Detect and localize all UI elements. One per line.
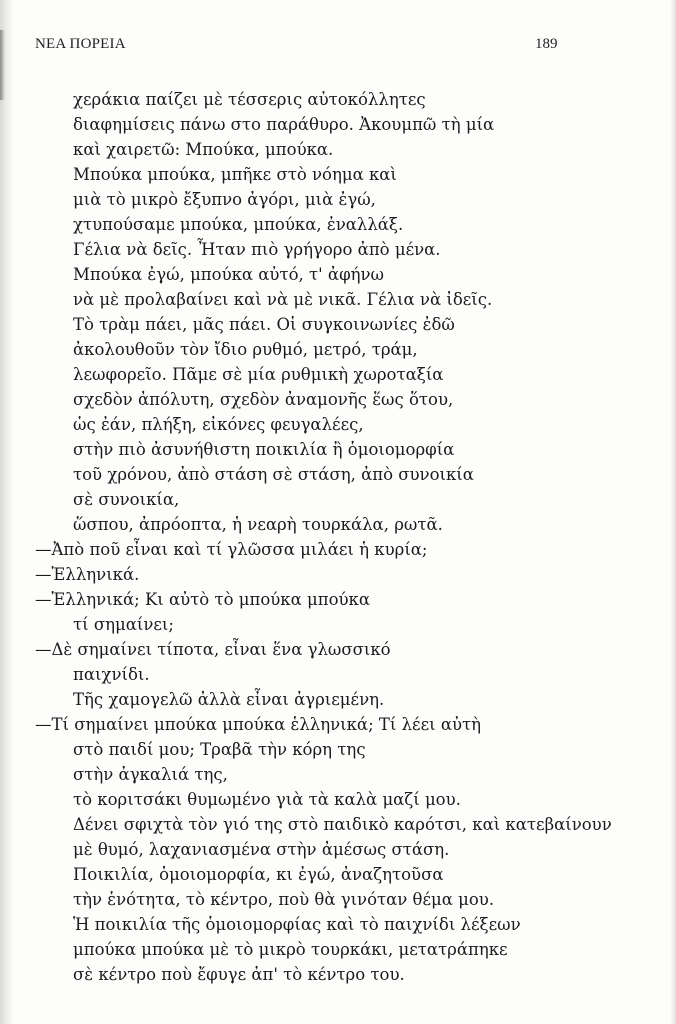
text-line: μπούκα μπούκα μὲ τὸ μικρὸ τουρκάκι, μετατράπηκε — [73, 940, 508, 959]
text-line: στὴν πιὸ ἀσυνήθιστη ποικιλία ἢ ὁμοιομορφία — [73, 440, 455, 459]
text-line: μιὰ τὸ μικρὸ ἔξυπνο ἀγόρι, μιὰ ἐγώ, — [73, 190, 376, 209]
text-line: τοῦ χρόνου, ἀπὸ στάση σὲ στάση, ἀπὸ συνοικία — [73, 465, 474, 484]
dialogue-line: —Ἑλληνικά. — [35, 565, 140, 584]
text-line: καὶ χαιρετῶ: Μπούκα, μπούκα. — [73, 140, 334, 159]
text-line: τὴν ἑνότητα, τὸ κέντρο, ποὺ θὰ γινόταν θέμα μου. — [73, 890, 495, 909]
text-line: στὸ παιδί μου; Τραβᾶ τὴν κόρη της — [73, 740, 366, 759]
text-line: Ποικιλία, ὁμοιομορφία, κι ἐγώ, ἀναζητοῦσα — [73, 865, 444, 884]
dialogue-line: —Τί σημαίνει μπούκα μπούκα ἑλληνικά; Τί λέει αὐτὴ — [35, 715, 482, 734]
text-line: Γέλια νὰ δεῖς. Ἦταν πιὸ γρήγορο ἀπὸ μένα. — [73, 240, 441, 259]
text-line: τὸ κοριτσάκι θυμωμένο γιὰ τὰ καλὰ μαζί μου. — [73, 790, 461, 809]
binding-mark — [0, 30, 5, 100]
text-line: τί σημαίνει; — [73, 615, 174, 634]
dialogue-line: —Ἀπὸ ποῦ εἶναι καὶ τί γλῶσσα μιλάει ἡ κυρία; — [35, 540, 428, 559]
text-line: παιχνίδι. — [73, 665, 150, 684]
text-line: στὴν ἀγκαλιά της, — [73, 765, 228, 784]
text-line: νὰ μὲ προλαβαίνει καὶ νὰ μὲ νικᾶ. Γέλια νὰ ἰδεῖς. — [73, 290, 493, 309]
text-line: διαφημίσεις πάνω στο παράθυρο. Ἀκουμπῶ τὴ μία — [73, 115, 495, 134]
text-line: Δένει σφιχτὰ τὸν γιό της στὸ παιδικὸ καρότσι, καὶ κατεβαίνουν — [73, 815, 612, 834]
text-line: ἀκολουθοῦν τὸν ἴδιο ρυθμό, μετρό, τράμ, — [73, 340, 418, 359]
page-number: 189 — [535, 36, 558, 52]
running-header-title: ΝΕΑ ΠΟΡΕΙΑ — [35, 36, 126, 52]
dialogue-line: —Δὲ σημαίνει τίποτα, εἶναι ἕνα γλωσσικό — [35, 640, 391, 659]
text-line: λεωφορεῖο. Πᾶμε σὲ μία ρυθμικὴ χωροταξία — [73, 365, 444, 384]
text-line: μὲ θυμό, λαχανιασμένα στὴν ἀμέσως στάση. — [73, 840, 450, 859]
text-line: Ἡ ποικιλία τῆς ὁμοιομορφίας καὶ τὸ παιχνίδι λέξεων — [73, 915, 521, 934]
text-line: χεράκια παίζει μὲ τέσσερις αὐτοκόλλητες — [73, 90, 426, 109]
text-line: Μπούκα μπούκα, μπῆκε στὸ νόημα καὶ — [73, 165, 397, 184]
text-line: ὥσπου, ἀπρόοπτα, ἡ νεαρὴ τουρκάλα, ρωτᾶ. — [73, 515, 443, 534]
text-line: σὲ συνοικία, — [73, 490, 180, 509]
text-line: σχεδὸν ἀπόλυτη, σχεδὸν ἀναμονῆς ἕως ὅτου, — [73, 390, 454, 409]
text-line: ὡς ἐάν, πλήξη, εἰκόνες φευγαλέες, — [73, 415, 364, 434]
page-edge — [670, 0, 676, 1024]
text-line: σὲ κέντρο ποὺ ἔφυγε ἀπ' τὸ κέντρο του. — [73, 965, 405, 984]
text-line: Τῆς χαμογελῶ ἀλλὰ εἶναι ἀγριεμένη. — [73, 690, 385, 709]
text-line: Μπούκα ἐγώ, μπούκα αὐτό, τ' ἀφήνω — [73, 265, 384, 284]
text-line: χτυπούσαμε μπούκα, μπούκα, ἐναλλάξ. — [73, 215, 404, 234]
text-line: Τὸ τρὰμ πάει, μᾶς πάει. Οἱ συγκοινωνίες ἐδῶ — [73, 315, 455, 334]
dialogue-line: —Ἑλληνικά; Κι αὐτὸ τὸ μπούκα μπούκα — [35, 590, 370, 609]
gutter-shadow — [0, 0, 14, 1024]
